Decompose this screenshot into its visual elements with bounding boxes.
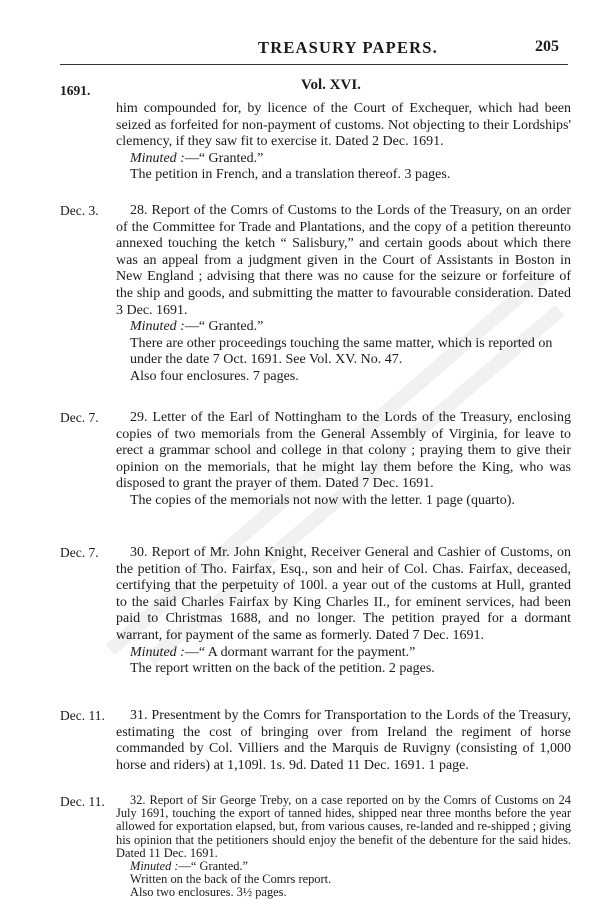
entry-note — [116, 336, 571, 369]
entry-date: Dec. 7. — [60, 410, 99, 425]
volume-heading — [0, 77, 606, 94]
entry-text: 30. Report of Mr. John Knight, Receiver General and Cashier of Customs, on the petition of Tho. Fairfax, Esq., son and heir of Col. Chas. Fairfax, deceased, certifying that the perpetuity of 100l. a year out of the customs at Hull, granted to the said Charles Fairfax by King Charles II., for eminent services, had been paid to Christmas 1688, and no longer. The petition prayed for a dormant warrant, for payment of the same as formerly. Dated 7 Dec. 1691. — [116, 545, 571, 643]
note-text: There are other proceedings touching the same matter, which is reported on under the date 7 Oct. 1691. See Vol. XV. No. 47. — [130, 335, 553, 368]
entry-text: 32. Report of Sir George Treby, on a case reported on by the Comrs of Customs on 24 July 1691, touching the export of tanned hides, shipped near three months before the year allowed for exportation elapsed, but, from various causes, re-landed and re-shipped ; giving his opinion that the petitioners should enjoy the benefit of the debenture for the said hides. Dated 11 Dec. 1691. — [116, 793, 571, 860]
margin-year: 1691. — [60, 83, 91, 98]
entry-date: Dec. 11. — [60, 794, 105, 809]
entry-date: Dec. 7. — [60, 545, 99, 560]
note-text: Also four enclosures. 7 pages. — [130, 368, 299, 384]
note-label: Minuted : — [130, 150, 185, 166]
volume-label: Vol. XVI. — [301, 77, 361, 93]
note-text: —“ Granted.” — [184, 150, 264, 166]
entry-note — [116, 151, 571, 168]
entry-note — [116, 661, 571, 678]
entry-text: 29. Letter of the Earl of Nottingham to the Lords of the Treasury, enclosing copies of two memorials from the General Assembly of Virginia, for leave to erect a grammar school and college in that colony ; praying them to give their opinion on the memorials, that he might lay them before the King, who was disposed to grant the prayer of them. Dated 7 Dec. 1691. — [116, 410, 571, 492]
note-label: Minuted : — [130, 859, 179, 874]
entry-date: Dec. 11. — [60, 708, 105, 723]
entry-note — [116, 645, 571, 662]
running-head — [0, 36, 606, 62]
entry-date: Dec. 3. — [60, 203, 99, 218]
note-text: The copies of the memorials not now with the letter. 1 page (quarto). — [130, 492, 515, 508]
header-rule — [60, 64, 568, 65]
note-text: —“ Granted.” — [184, 319, 264, 335]
entry-text: him compounded for, by licence of the Court of Exchequer, which had been seized as forfeited for non-payment of customs. Not objecting to their Lordships' clemency, if they saw fit to exercise it. Dated 2 Dec. 1691. — [116, 101, 571, 150]
note-label: Minuted : — [130, 319, 185, 335]
note-text: Written on the back of the Comrs report. — [130, 872, 332, 887]
entry-note — [116, 493, 571, 510]
entry-note — [116, 319, 571, 336]
note-text: The report written on the back of the petition. 2 pages. — [130, 661, 435, 677]
note-text: —“ A dormant warrant for the payment.” — [184, 644, 416, 660]
note-text: The petition in French, and a translation thereof. 3 pages. — [130, 167, 451, 183]
entry-note — [116, 369, 571, 386]
page-number: 205 — [535, 38, 559, 55]
note-label: Minuted : — [130, 644, 185, 660]
entry-text: 31. Presentment by the Comrs for Transportation to the Lords of the Treasury, estimating the cost of bringing over from Ireland the regiment of horse commanded by Col. Villiers and the Marquis de Ruvigny (consisting of 1,000 horse and riders) at 1,109l. 1s. 9d. Dated 11 Dec. 1691. 1 page. — [116, 708, 571, 773]
note-text: —“ Granted.” — [178, 859, 249, 874]
entry-note — [116, 167, 571, 184]
note-text: Also two enclosures. 3½ pages. — [130, 885, 287, 900]
page-title: TREASURY PAPERS. — [258, 38, 438, 57]
entry-text: 28. Report of the Comrs of Customs to the Lords of the Treasury, on an order of the Committee for Trade and Plantations, and the copy of a petition thereunto annexed touching the ketch “ Salisbury,” and certain goods about which there was an appeal from a judgment given in the Court of Assistants in Boston in New England ; advising that there was no cause for the seizure or forfeiture of the ship and goods, and submitting the matter to favourable consideration. Dated 3 Dec. 1691. — [116, 203, 571, 318]
